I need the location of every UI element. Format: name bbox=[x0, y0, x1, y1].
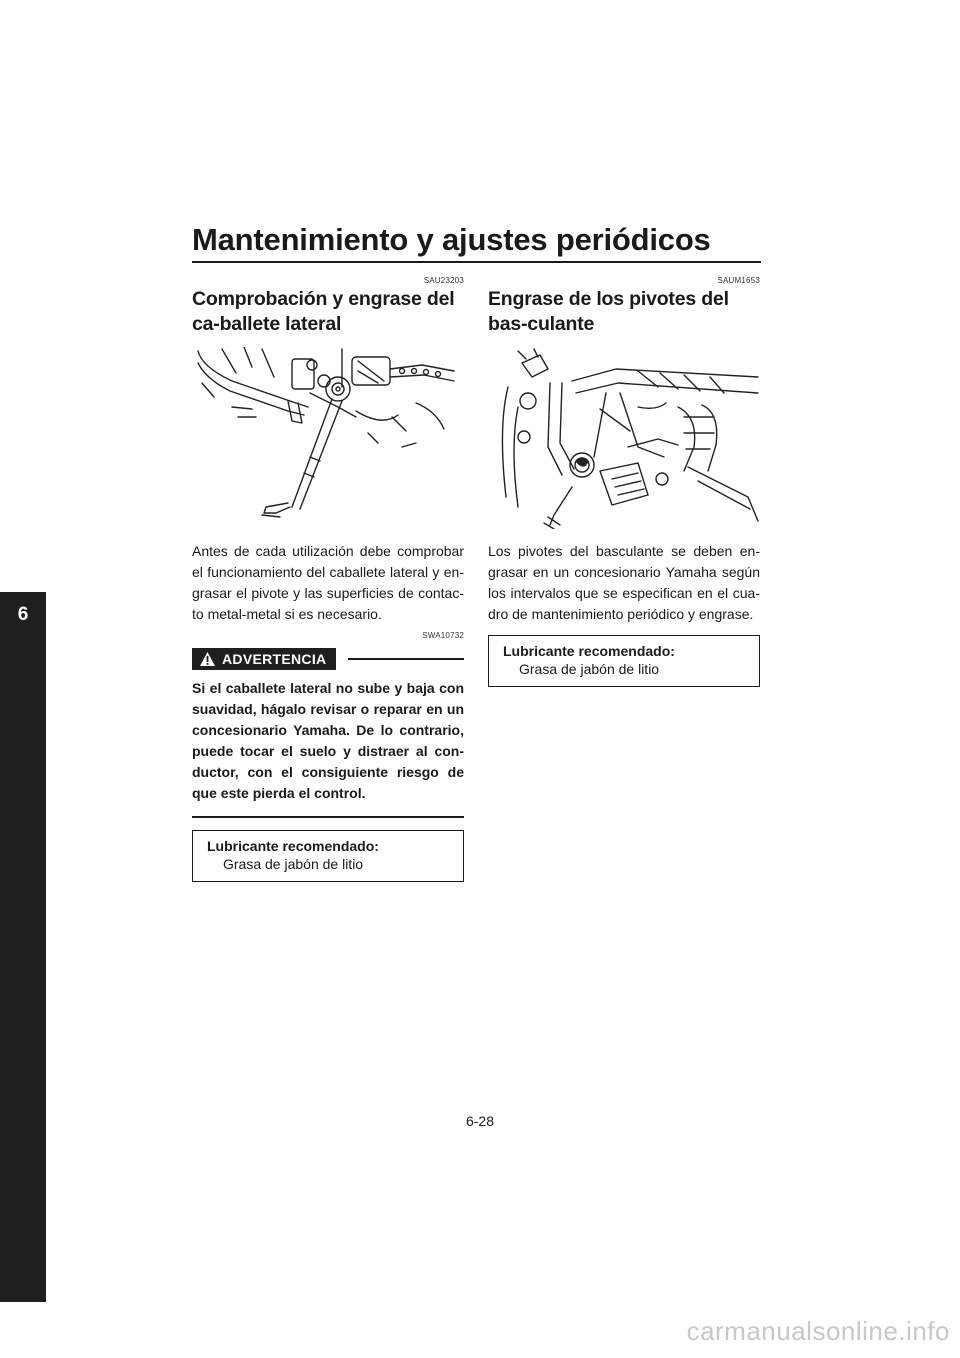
page-title: Mantenimiento y ajustes periódicos bbox=[192, 222, 711, 257]
warning-triangle-icon bbox=[199, 651, 216, 667]
sidestand-illustration bbox=[192, 347, 464, 529]
warning-text: Si el caballete lateral no sube y baja con suavidad, hágalo revisar o reparar en un concesionario Yamaha. De lo contrario, puede tocar el suelo y distraer al con-ductor, con el consiguiente riesgo de que este pierda el control. bbox=[192, 680, 464, 801]
warning-header bbox=[192, 648, 464, 670]
swingarm-pivot-illustration bbox=[488, 347, 760, 529]
right-column bbox=[488, 268, 760, 687]
chapter-tab bbox=[0, 592, 46, 1302]
watermark: carmanualsonline.info bbox=[686, 1316, 950, 1346]
lubricant-value: Grasa de jabón de litio bbox=[519, 661, 660, 677]
warning-rule bbox=[348, 658, 464, 660]
warning-code: SWA10732 bbox=[422, 631, 464, 640]
swingarm-body-text: Los pivotes del basculante se deben en-grasar en un concesionario Yamaha según los intervalos que se especifican en el cua-dro de mantenimiento periódico y engrase. bbox=[488, 543, 760, 622]
warning-badge bbox=[192, 648, 336, 670]
lubricant-box bbox=[488, 635, 760, 687]
warning-end-rule bbox=[192, 816, 464, 818]
lubricant-title: Lubricante recomendado: bbox=[207, 837, 379, 854]
lubricant-box bbox=[192, 830, 464, 882]
section-title-swingarm: Engrase de los pivotes del bas-culante bbox=[488, 288, 729, 335]
section-title-sidestand: Comprobación y engrase del ca-ballete lateral bbox=[192, 288, 455, 335]
lubricant-value: Grasa de jabón de litio bbox=[223, 855, 364, 872]
page-number: 6-28 bbox=[465, 1113, 495, 1129]
section-code: SAU23203 bbox=[423, 276, 464, 285]
chapter-number: 6 bbox=[17, 604, 29, 625]
section-code: SAUM1653 bbox=[717, 276, 760, 285]
header-rule bbox=[192, 261, 761, 263]
warning-label: ADVERTENCIA bbox=[222, 651, 327, 667]
sidestand-body-text: Antes de cada utilización debe comprobar el funcionamiento del caballete lateral y en-grasar el pivote y las superficies de contac-to metal-metal si es necesario. bbox=[192, 543, 464, 622]
left-column bbox=[192, 268, 464, 882]
lubricant-title: Lubricante recomendado: bbox=[503, 643, 675, 659]
